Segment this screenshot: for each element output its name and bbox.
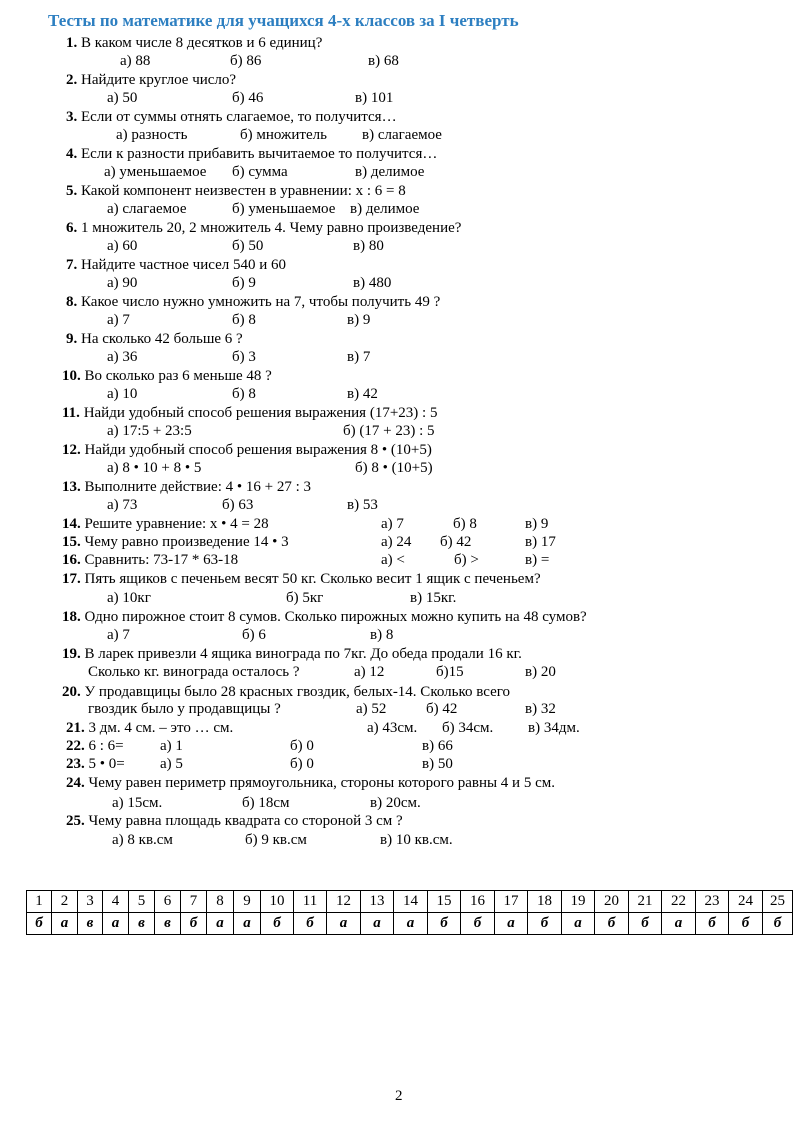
answer-option: в) = [525,552,550,568]
question-15 [62,533,289,551]
answer-number-cell: 8 [207,891,234,913]
question-number: 22. [66,738,85,754]
answer-option: в) 32 [525,701,556,717]
answer-number-cell: 25 [763,891,793,913]
question-text: Если от суммы отнять слагаемое, то получится… [81,109,397,125]
answer-number-cell: 21 [629,891,662,913]
question-1 [66,34,322,52]
question-number: 2. [66,72,78,88]
answer-option: б) 86 [230,53,262,69]
answer-option: б) 34см. [442,720,494,736]
answer-option: б) 3 [232,349,256,365]
answer-letter-cell: а [662,913,696,935]
question-number: 11. [62,405,80,421]
question-number: 9. [66,331,78,347]
answer-option: в) 68 [368,53,399,69]
answer-letter-cell: в [155,913,181,935]
answer-option: б) 0 [290,738,314,754]
answer-option: а) 88 [120,53,151,69]
question-text: 6 : 6= [88,738,124,754]
answer-option: в) 50 [422,756,453,772]
answer-option: б) (17 + 23) : 5 [343,423,435,439]
answer-letter-cell: б [294,913,327,935]
answer-letter-cell: б [528,913,562,935]
answer-letter-cell: б [428,913,461,935]
answer-option: б) множитель [240,127,327,143]
answer-option: в) 20см. [370,795,421,811]
question-number: 4. [66,146,78,162]
answer-option: б) 8 [453,516,477,532]
question-text: Найди удобный способ решения выражения 8 • (10+5) [84,442,432,458]
answer-option: в) 10 кв.см. [380,832,453,848]
answer-option: а) 7 [381,516,404,532]
answer-option: б) > [454,552,479,568]
answer-letter-cell: б [763,913,793,935]
question-number: 13. [62,479,81,495]
answer-option: б) уменьшаемое [232,201,336,217]
question-text: Выполните действие: 4 • 16 + 27 : 3 [84,479,312,495]
question-22 [66,737,124,755]
question-number: 12. [62,442,81,458]
answer-number-cell: 6 [155,891,181,913]
answer-option: в) 34дм. [528,720,580,736]
question-text: Чему равен периметр прямоугольника, стороны которого равны 4 и 5 см. [88,775,555,791]
question-24 [66,774,555,792]
answer-option: в) 42 [347,386,378,402]
answer-option: а) 10 [107,386,138,402]
question-3 [66,108,397,126]
question-6 [66,219,461,237]
question-23 [66,755,125,773]
answer-letter-cell: б [729,913,763,935]
answer-option: а) 60 [107,238,138,254]
question-2 [66,71,236,89]
question-number: 21. [66,720,85,736]
answer-option: в) 480 [353,275,392,291]
question-number: 5. [66,183,78,199]
answer-option: а) 1 [160,738,183,754]
answer-number-cell: 14 [394,891,428,913]
question-13 [62,478,311,496]
answer-letter-cell: б [27,913,52,935]
answer-letters-row [27,913,793,935]
answer-option: в) 9 [347,312,371,328]
answer-letter-cell: б [261,913,294,935]
answer-number-cell: 15 [428,891,461,913]
question-text: Во сколько раз 6 меньше 48 ? [84,368,272,384]
question-text: В ларек привезли 4 ящика винограда по 7кг. До обеда продали 16 кг. [84,646,522,662]
answer-number-cell: 4 [103,891,129,913]
question-number: 15. [62,534,81,550]
answer-number-cell: 11 [294,891,327,913]
answer-option: б) 63 [222,497,254,513]
answer-option: б) 46 [232,90,264,106]
answer-letter-cell: б [595,913,629,935]
answer-option: б) сумма [232,164,288,180]
answer-number-cell: 2 [52,891,78,913]
question-text: 5 • 0= [88,756,125,772]
answer-option: б) 5кг [286,590,324,606]
question-text: Найди удобный способ решения выражения (17+23) : 5 [83,405,438,421]
question-text: У продавщицы было 28 красных гвоздик, белых-14. Сколько всего [84,684,511,700]
answer-letter-cell: а [361,913,394,935]
question-text: Какой компонент неизвестен в уравнении: х : 6 = 8 [81,183,406,199]
answer-letter-cell: б [461,913,495,935]
answer-option: в) 53 [347,497,378,513]
answer-option: в) делимое [350,201,420,217]
answer-option: а) 7 [107,627,130,643]
answer-number-cell: 12 [327,891,361,913]
question-number: 14. [62,516,81,532]
question-text-continued: гвоздик было у продавщицы ? [88,701,281,717]
question-18 [62,608,587,626]
question-text: 1 множитель 20, 2 множитель 4. Чему равно произведение? [81,220,462,236]
question-text: Пять ящиков с печеньем весят 50 кг. Сколько весит 1 ящик с печеньем? [84,571,541,587]
question-17 [62,570,541,588]
question-20 [62,683,510,701]
question-text: Чему равно произведение 14 • 3 [84,534,289,550]
answer-number-cell: 7 [181,891,207,913]
answer-number-cell: 23 [696,891,729,913]
answer-option: б) 42 [426,701,458,717]
answer-option: а) 5 [160,756,183,772]
answer-letter-cell: б [696,913,729,935]
answer-letter-cell: а [207,913,234,935]
question-25 [66,812,403,830]
question-number: 24. [66,775,85,791]
question-9 [66,330,243,348]
answer-option: а) 8 • 10 + 8 • 5 [107,460,202,476]
answer-letter-cell: а [562,913,595,935]
answer-option: б) 8 • (10+5) [355,460,433,476]
answer-option: в) 9 [525,516,549,532]
answer-option: а) уменьшаемое [104,164,207,180]
answer-option: в) 8 [370,627,394,643]
answer-option: а) разность [116,127,188,143]
answer-option: в) делимое [355,164,425,180]
answer-number-cell: 16 [461,891,495,913]
answer-option: в) 15кг. [410,590,457,606]
question-text: Одно пирожное стоит 8 сумов. Сколько пирожных можно купить на 48 сумов? [84,609,587,625]
question-5 [66,182,406,200]
answer-option: б)15 [436,664,464,680]
question-number: 8. [66,294,78,310]
answer-number-cell: 18 [528,891,562,913]
answer-number-cell: 13 [361,891,394,913]
answer-letter-cell: б [181,913,207,935]
question-text: На сколько 42 больше 6 ? [81,331,243,347]
answer-option: в) 17 [525,534,556,550]
answer-option: а) 52 [356,701,387,717]
question-8 [66,293,440,311]
answer-number-cell: 24 [729,891,763,913]
answer-number-cell: 9 [234,891,261,913]
answer-number-cell: 10 [261,891,294,913]
answer-option: в) 20 [525,664,556,680]
answer-option: а) 73 [107,497,138,513]
question-text: Какое число нужно умножить на 7, чтобы получить 49 ? [81,294,441,310]
answer-option: а) 10кг [107,590,151,606]
answer-option: а) 90 [107,275,138,291]
answer-option: а) 17:5 + 23:5 [107,423,192,439]
question-number: 10. [62,368,81,384]
answer-option: б) 8 [232,312,256,328]
answer-option: а) 36 [107,349,138,365]
answer-option: в) 101 [355,90,394,106]
answer-letter-cell: б [629,913,662,935]
question-text: Чему равна площадь квадрата со стороной 3 см ? [88,813,403,829]
answer-option: а) 12 [354,664,385,680]
question-number: 23. [66,756,85,772]
question-10 [62,367,272,385]
answer-number-cell: 3 [78,891,103,913]
answer-numbers-row [27,891,793,913]
answer-option: в) 80 [353,238,384,254]
answer-option: в) слагаемое [362,127,442,143]
answer-option: а) < [381,552,405,568]
answer-option: б) 50 [232,238,264,254]
question-number: 18. [62,609,81,625]
answer-number-cell: 19 [562,891,595,913]
question-4 [66,145,437,163]
answer-number-cell: 1 [27,891,52,913]
question-text-continued: Сколько кг. винограда осталось ? [88,664,300,680]
question-21 [66,719,233,737]
question-7 [66,256,286,274]
answer-option: а) 8 кв.см [112,832,173,848]
answer-letter-cell: а [234,913,261,935]
question-16 [62,551,238,569]
question-number: 1. [66,35,78,51]
answer-option: б) 18см [242,795,290,811]
question-14 [62,515,269,533]
answer-letter-cell: в [129,913,155,935]
question-number: 25. [66,813,85,829]
answer-number-cell: 22 [662,891,696,913]
answer-option: б) 9 кв.см [245,832,307,848]
answer-option: в) 66 [422,738,453,754]
answer-number-cell: 20 [595,891,629,913]
answer-letter-cell: а [52,913,78,935]
answer-option: б) 6 [242,627,266,643]
answer-letter-cell: а [103,913,129,935]
question-text: В каком числе 8 десятков и 6 единиц? [81,35,323,51]
answer-option: б) 8 [232,386,256,402]
question-number: 7. [66,257,78,273]
answer-option: а) 50 [107,90,138,106]
answer-option: в) 7 [347,349,371,365]
answer-letter-cell: в [78,913,103,935]
answer-option: а) 24 [381,534,412,550]
question-12 [62,441,432,459]
question-number: 20. [62,684,81,700]
question-number: 17. [62,571,81,587]
answer-option: а) 15см. [112,795,163,811]
answer-option: а) 7 [107,312,130,328]
question-number: 19. [62,646,81,662]
answer-number-cell: 17 [495,891,528,913]
answer-option: б) 42 [440,534,472,550]
answer-letter-cell: а [327,913,361,935]
answer-option: а) слагаемое [107,201,187,217]
question-number: 6. [66,220,78,236]
answer-option: б) 9 [232,275,256,291]
question-text: Сравнить: 73-17 * 63-18 [84,552,239,568]
answer-letter-cell: а [394,913,428,935]
question-text: Если к разности прибавить вычитаемое то получится… [81,146,438,162]
question-text: Найдите частное чисел 540 и 60 [81,257,287,273]
question-text: 3 дм. 4 см. – это … см. [88,720,234,736]
page-number: 2 [395,1088,403,1104]
question-19 [62,645,522,663]
question-number: 16. [62,552,81,568]
question-11 [62,404,437,422]
answer-option: б) 0 [290,756,314,772]
answer-option: а) 43см. [367,720,418,736]
question-number: 3. [66,109,78,125]
answer-key-table [26,890,793,935]
question-text: Найдите круглое число? [81,72,237,88]
answer-letter-cell: а [495,913,528,935]
answer-number-cell: 5 [129,891,155,913]
page-title: Тесты по математике для учащихся 4-х классов за I четверть [48,11,519,30]
question-text: Решите уравнение: х • 4 = 28 [84,516,269,532]
